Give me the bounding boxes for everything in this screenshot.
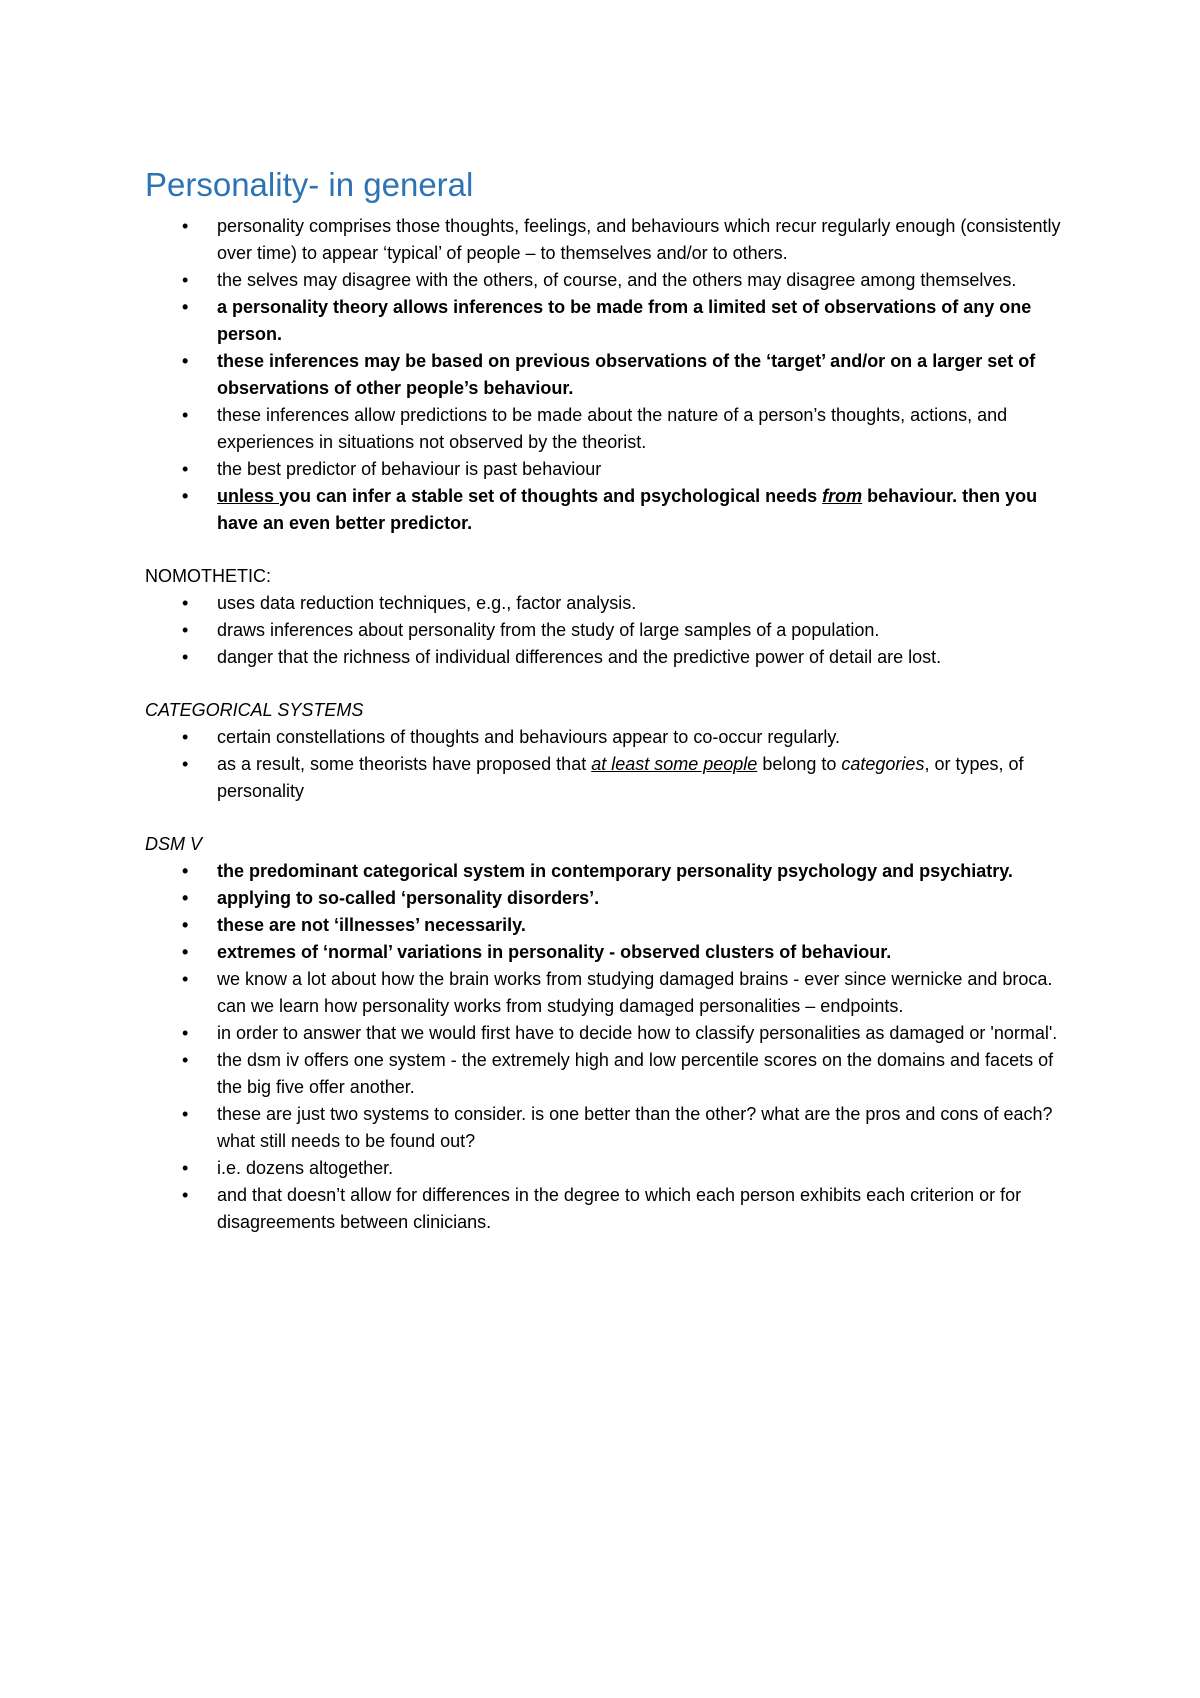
list-item: • a personality theory allows inferences to be made from a limited set of observations of any one person. [145, 294, 1075, 348]
list-item: • applying to so-called ‘personality disorders’. [145, 885, 1075, 912]
list-item: • these inferences allow predictions to be made about the nature of a person’s thoughts, actions, and experiences in situations not observed by the theorist. [145, 402, 1075, 456]
emphasis-categories: categories [841, 754, 925, 774]
bullet: • [182, 1158, 189, 1178]
bullet: • [182, 647, 189, 667]
bullet: • [182, 270, 189, 290]
bullet: • [182, 969, 189, 989]
emphasis-at-least-some-people: at least some people [591, 754, 758, 774]
bullet: • [182, 942, 189, 962]
categorical-list [145, 724, 1075, 805]
list-item: • certain constellations of thoughts and behaviours appear to co-occur regularly. [145, 724, 1075, 751]
list-item: • these inferences may be based on previous observations of the ‘target’ and/or on a larger set of observations of other people’s behaviour. [145, 348, 1075, 402]
bullet: • [182, 216, 189, 236]
list-item: • unless you can infer a stable set of thoughts and psychological needs from behaviour. then you have an even better predictor. [145, 483, 1075, 537]
dsm-heading: DSM V [145, 834, 203, 854]
bullet: • [182, 351, 189, 371]
emphasis-from: from [822, 486, 863, 506]
page-title: Personality- in general [145, 166, 474, 203]
nomothetic-list [145, 590, 1075, 671]
emphasis-unless: unless [217, 486, 280, 506]
list-item: • as a result, some theorists have proposed that at least some people belong to categories, or types, of personality [145, 751, 1075, 805]
list-item: • danger that the richness of individual differences and the predictive power of detail are lost. [145, 644, 1075, 671]
bullet: • [182, 727, 189, 747]
bullet: • [182, 915, 189, 935]
bullet: • [182, 593, 189, 613]
dsm-list [145, 858, 1075, 1236]
general-list [145, 213, 1075, 537]
list-item: • in order to answer that we would first have to decide how to classify personalities as damaged or 'normal'. [145, 1020, 1075, 1047]
bullet: • [182, 1104, 189, 1124]
bullet: • [182, 297, 189, 317]
list-item: • these are just two systems to consider. is one better than the other? what are the pros and cons of each? what still needs to be found out? [145, 1101, 1075, 1155]
nomothetic-heading: NOMOTHETIC: [145, 566, 271, 586]
list-item: • i.e. dozens altogether. [145, 1155, 1075, 1182]
bullet: • [182, 459, 189, 479]
document-content [145, 163, 1075, 1236]
bullet: • [182, 1050, 189, 1070]
list-item: • extremes of ‘normal’ variations in personality - observed clusters of behaviour. [145, 939, 1075, 966]
list-item: • these are not ‘illnesses’ necessarily. [145, 912, 1075, 939]
list-item: • uses data reduction techniques, e.g., factor analysis. [145, 590, 1075, 617]
bullet: • [182, 405, 189, 425]
list-item: • the dsm iv offers one system - the extremely high and low percentile scores on the domains and facets of the big five offer another. [145, 1047, 1075, 1101]
categorical-heading: CATEGORICAL SYSTEMS [145, 700, 364, 720]
bullet: • [182, 486, 189, 506]
list-item: • personality comprises those thoughts, feelings, and behaviours which recur regularly enough (consistently over time) to appear ‘typical’ of people – to themselves and/or to others. [145, 213, 1075, 267]
bullet: • [182, 754, 189, 774]
bullet: • [182, 1185, 189, 1205]
bullet: • [182, 1023, 189, 1043]
list-item: • the best predictor of behaviour is past behaviour [145, 456, 1075, 483]
bullet: • [182, 861, 189, 881]
bullet: • [182, 888, 189, 908]
list-item: • we know a lot about how the brain works from studying damaged brains - ever since wernicke and broca. can we learn how personality works from studying damaged personalities – endpoints. [145, 966, 1075, 1020]
list-item: • the selves may disagree with the others, of course, and the others may disagree among themselves. [145, 267, 1075, 294]
list-item: • and that doesn’t allow for differences in the degree to which each person exhibits each criterion or for disagreements between clinicians. [145, 1182, 1075, 1236]
list-item: • draws inferences about personality from the study of large samples of a population. [145, 617, 1075, 644]
bullet: • [182, 620, 189, 640]
list-item: • the predominant categorical system in contemporary personality psychology and psychiatry. [145, 858, 1075, 885]
